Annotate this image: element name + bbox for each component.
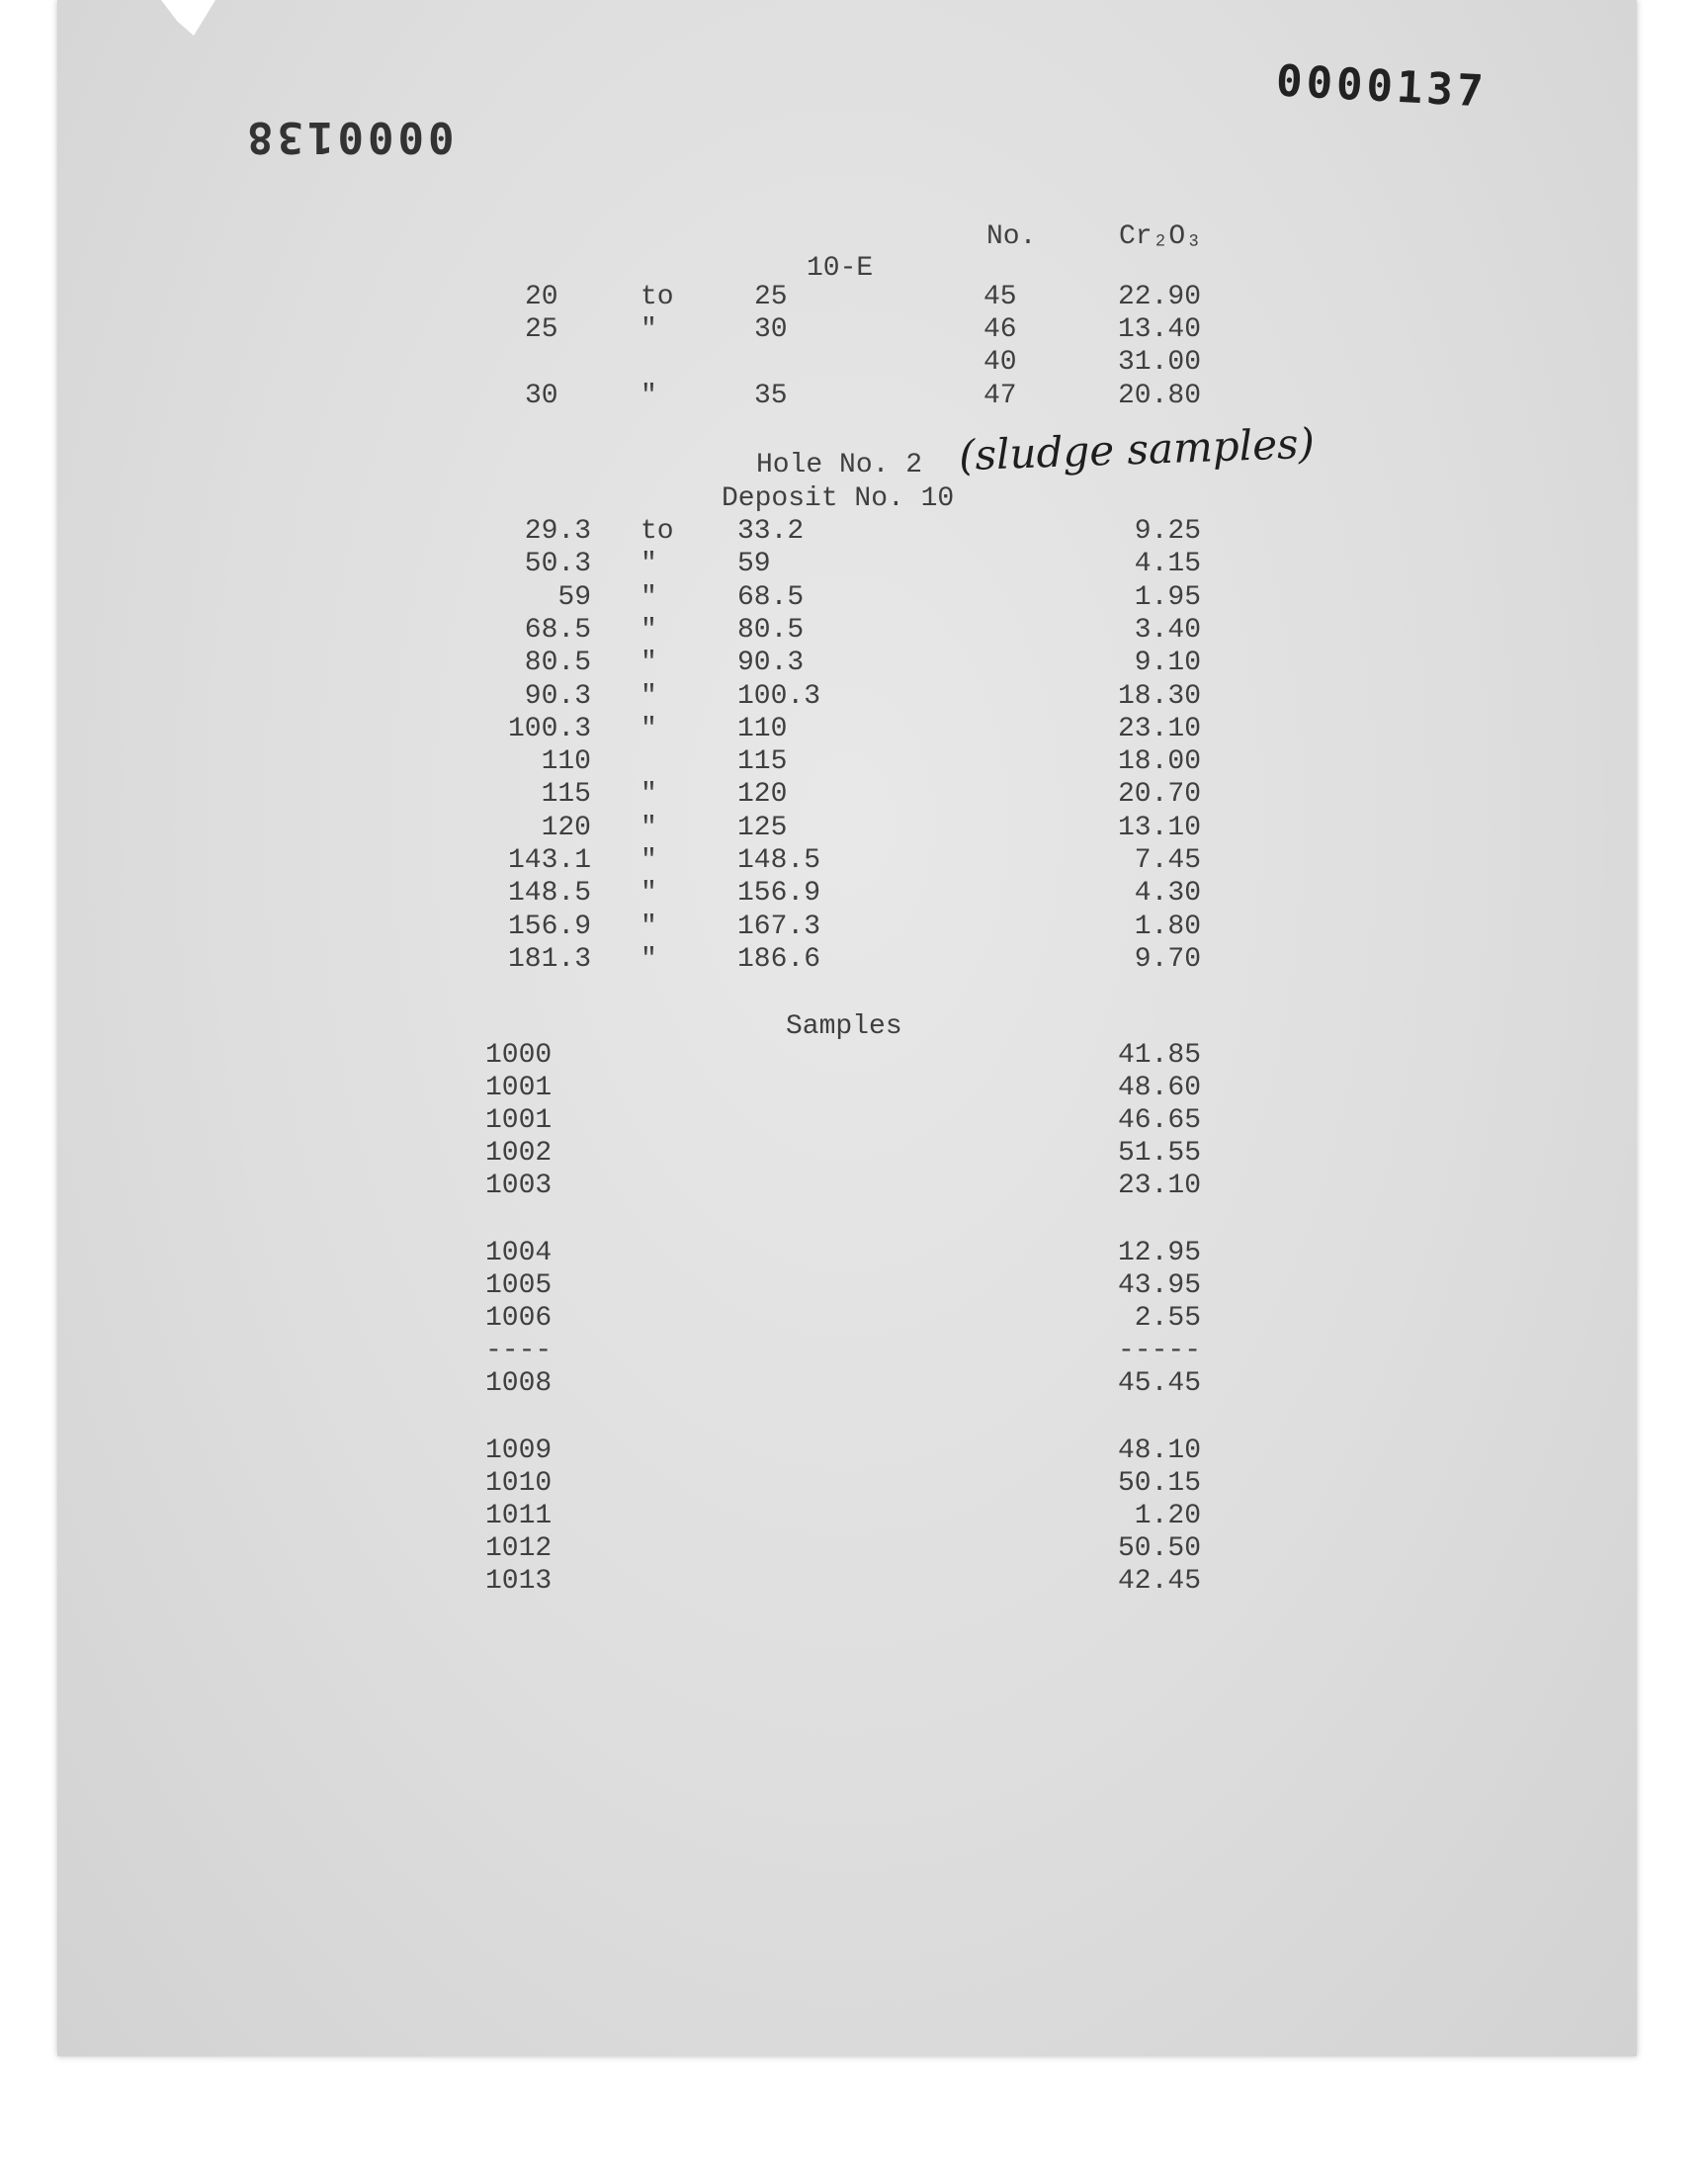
cr2o3-value: 1.80 <box>1134 912 1201 942</box>
range-from: 25 <box>525 314 558 345</box>
sample-id: 1000 <box>485 1040 553 1071</box>
range-separator: " <box>640 813 657 843</box>
no-column-header: No. <box>986 221 1037 252</box>
sample-number: 47 <box>983 381 1017 411</box>
range-to: 30 <box>754 314 788 345</box>
depth-from: 80.5 <box>524 648 591 678</box>
depth-from: 50.3 <box>524 549 591 579</box>
cr2o3-value: 48.60 <box>1117 1073 1201 1103</box>
sample-number: 45 <box>983 282 1017 312</box>
depth-from: 148.5 <box>507 878 591 909</box>
cr2o3-value: 48.10 <box>1117 1436 1201 1466</box>
cr2o3-value: 50.50 <box>1117 1533 1201 1564</box>
range-separator: " <box>640 912 657 942</box>
cr2o3-value: 4.30 <box>1134 878 1201 909</box>
depth-to: 120 <box>737 779 788 810</box>
cr2o3-value: ----- <box>1117 1336 1201 1366</box>
depth-to: 167.3 <box>737 912 821 942</box>
range-separator: " <box>640 381 657 411</box>
depth-to: 59 <box>737 549 771 579</box>
cr2o3-value: 18.30 <box>1117 681 1201 712</box>
sample-number: 46 <box>983 314 1017 345</box>
range-separator: " <box>640 582 657 613</box>
cr2o3-value: 9.25 <box>1134 516 1201 547</box>
cr2o3-value: 41.85 <box>1117 1040 1201 1071</box>
depth-to: 156.9 <box>737 878 821 909</box>
depth-to: 80.5 <box>737 615 805 646</box>
sample-id: 1003 <box>485 1171 553 1201</box>
samples-title: Samples <box>786 1011 902 1042</box>
depth-from: 110 <box>541 746 591 777</box>
cr2o3-value: 22.90 <box>1117 282 1201 312</box>
range-separator: to <box>640 282 674 312</box>
sample-number: 40 <box>983 347 1017 378</box>
cr2o3-value: 1.20 <box>1134 1501 1201 1531</box>
depth-to: 110 <box>737 714 788 744</box>
cr2o3-value: 9.10 <box>1134 648 1201 678</box>
range-separator: " <box>640 878 657 909</box>
depth-from: 181.3 <box>507 944 591 975</box>
depth-from: 59 <box>557 582 591 613</box>
range-from: 20 <box>525 282 558 312</box>
range-separator: " <box>640 615 657 646</box>
cr2o3-value: 2.55 <box>1134 1303 1201 1334</box>
depth-to: 186.6 <box>737 944 821 975</box>
depth-to: 33.2 <box>737 516 805 547</box>
cr2o3-value: 23.10 <box>1117 1171 1201 1201</box>
cr2o3-value: 18.00 <box>1117 746 1201 777</box>
sample-id: 1012 <box>485 1533 553 1564</box>
deposit-subtitle: Deposit No. 10 <box>722 483 955 514</box>
cr2o3-value: 3.40 <box>1134 615 1201 646</box>
depth-to: 100.3 <box>737 681 821 712</box>
cr2o3-value: 7.45 <box>1134 845 1201 876</box>
depth-from: 100.3 <box>507 714 591 744</box>
cr2o3-value: 42.45 <box>1117 1566 1201 1597</box>
cr2o3-value: 12.95 <box>1117 1238 1201 1268</box>
depth-to: 115 <box>737 746 788 777</box>
sample-id: 1013 <box>485 1566 553 1597</box>
range-separator: " <box>640 681 657 712</box>
depth-to: 148.5 <box>737 845 821 876</box>
range-to: 25 <box>754 282 788 312</box>
cr2o3-value: 1.95 <box>1134 582 1201 613</box>
depth-to: 90.3 <box>737 648 805 678</box>
sample-id: 1001 <box>485 1105 553 1136</box>
handwritten-note: (sludge samples) <box>958 418 1316 480</box>
cr2o3-value: 20.80 <box>1117 381 1201 411</box>
range-to: 35 <box>754 381 788 411</box>
depth-from: 120 <box>541 813 591 843</box>
cr2o3-value: 31.00 <box>1117 347 1201 378</box>
range-separator: " <box>640 314 657 345</box>
torn-corner <box>161 0 215 36</box>
cr2o3-value: 23.10 <box>1117 714 1201 744</box>
range-separator: " <box>640 944 657 975</box>
cr2o3-value: 13.40 <box>1117 314 1201 345</box>
depth-from: 143.1 <box>507 845 591 876</box>
range-from: 30 <box>525 381 558 411</box>
cr2o3-value: 4.15 <box>1134 549 1201 579</box>
bleed-through-stamp: 0000138 <box>243 112 455 162</box>
depth-to: 125 <box>737 813 788 843</box>
sample-id: 1011 <box>485 1501 553 1531</box>
depth-from: 90.3 <box>524 681 591 712</box>
sample-id: 1009 <box>485 1436 553 1466</box>
sample-id: 1001 <box>485 1073 553 1103</box>
cr2o3-value: 13.10 <box>1117 813 1201 843</box>
cr2o3-value: 45.45 <box>1117 1368 1201 1399</box>
sample-id: 1004 <box>485 1238 553 1268</box>
cr2o3-value: 9.70 <box>1134 944 1201 975</box>
cr2o3-column-header: Cr₂O₃ <box>1119 221 1203 252</box>
range-separator: " <box>640 845 657 876</box>
cr2o3-value: 46.65 <box>1117 1105 1201 1136</box>
depth-to: 68.5 <box>737 582 805 613</box>
cr2o3-value: 50.15 <box>1117 1468 1201 1499</box>
cr2o3-value: 43.95 <box>1117 1270 1201 1301</box>
page-number-stamp: 0000137 <box>1274 55 1489 118</box>
range-separator: " <box>640 648 657 678</box>
sample-id: 1005 <box>485 1270 553 1301</box>
cr2o3-value: 51.55 <box>1117 1138 1201 1169</box>
section-title-10e: 10-E <box>807 253 874 284</box>
sample-id: 1010 <box>485 1468 553 1499</box>
depth-from: 156.9 <box>507 912 591 942</box>
cr2o3-value: 20.70 <box>1117 779 1201 810</box>
sample-id: 1002 <box>485 1138 553 1169</box>
range-separator: " <box>640 779 657 810</box>
range-separator: " <box>640 714 657 744</box>
hole-title: Hole No. 2 <box>756 450 923 480</box>
range-separator: to <box>640 516 674 547</box>
depth-from: 115 <box>541 779 591 810</box>
sample-id: 1006 <box>485 1303 553 1334</box>
depth-from: 29.3 <box>524 516 591 547</box>
document-page <box>57 0 1637 2056</box>
range-separator: " <box>640 549 657 579</box>
depth-from: 68.5 <box>524 615 591 646</box>
sample-id: ---- <box>485 1336 553 1366</box>
sample-id: 1008 <box>485 1368 553 1399</box>
